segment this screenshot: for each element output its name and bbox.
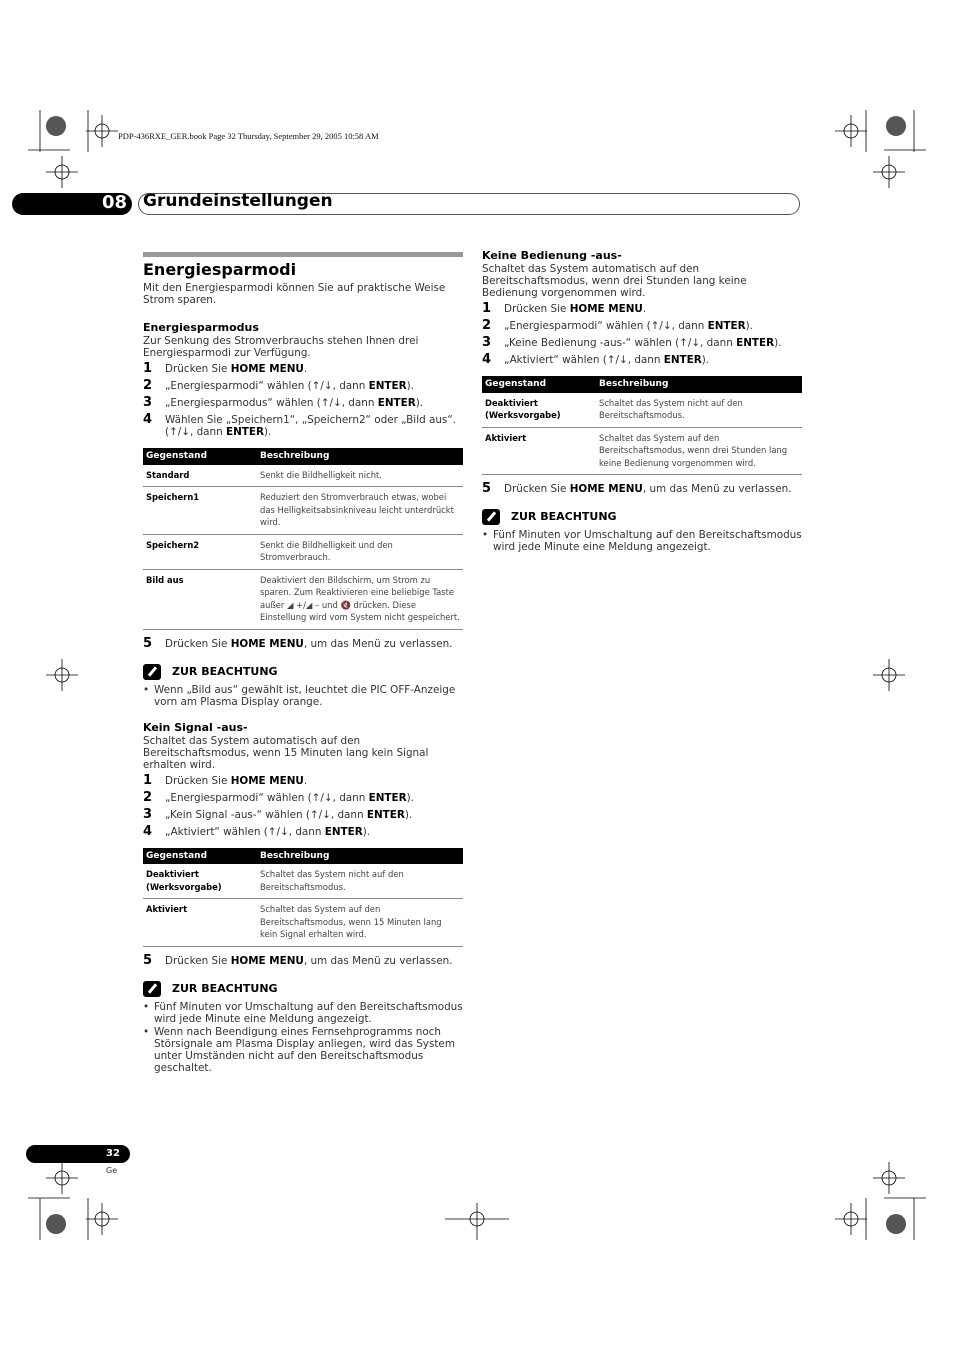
col-header: Gegenstand: [143, 448, 257, 465]
table-row: [143, 864, 463, 899]
chapter-number: 08: [102, 192, 128, 213]
step-number: 5: [143, 952, 153, 968]
desc-cell: Schaltet das System nicht auf den Bereitschaftsmodus.: [257, 864, 463, 899]
desc-cell: Senkt die Bildhelligkeit nicht.: [257, 465, 463, 487]
step-text: „Energiesparmodi“ wählen (↑/↓, dann: [504, 320, 708, 332]
step: 4 Wählen Sie „Speichern1“, „Speichern2“ oder „Bild aus“. (↑/↓, dann ENTER).: [143, 412, 457, 438]
key-label: ENTER: [366, 808, 405, 821]
step: 2 „Energiesparmodi“ wählen (↑/↓, dann ENTER).: [482, 318, 753, 333]
step-text: „Energiesparmodi“ wählen (↑/↓, dann: [165, 791, 369, 804]
step-number: 2: [482, 318, 492, 333]
key-label: ENTER: [707, 320, 746, 332]
table-row: [143, 899, 463, 947]
key-label: HOME MENU: [230, 954, 304, 967]
step-number: 1: [482, 301, 492, 316]
right-column: [482, 236, 802, 554]
step-text: Drücken Sie: [165, 637, 231, 650]
note-pencil-icon: [143, 664, 161, 680]
intro-text: Mit den Energiesparmodi können Sie auf praktische Weise Strom sparen.: [143, 282, 446, 306]
step-number: 2: [143, 378, 153, 393]
section-rule: [143, 252, 463, 257]
step-number: 5: [143, 635, 153, 651]
step-text: „Aktiviert“ wählen (↑/↓, dann: [504, 354, 664, 366]
item-cell: Aktiviert: [143, 899, 257, 947]
step-number: 3: [482, 335, 492, 350]
item-cell: Aktiviert: [482, 427, 596, 475]
key-label: HOME MENU: [230, 774, 304, 787]
col-header: Beschreibung: [596, 376, 802, 393]
table-row: [482, 393, 802, 428]
note-item: • Fünf Minuten vor Umschaltung auf den Bereitschaftsmodus wird jede Minute eine Meldung angezeigt.: [143, 1000, 463, 1025]
step-number: 4: [482, 352, 492, 367]
file-info: PDP-436RXE_GER.book Page 32 Thursday, September 29, 2005 10:58 AM: [118, 131, 379, 141]
note-header: [143, 664, 463, 680]
keine-bedienung-heading: Keine Bedienung -aus-: [482, 249, 622, 262]
step: 4 „Aktiviert“ wählen (↑/↓, dann ENTER).: [482, 352, 710, 367]
step-text: „Aktiviert“ wählen (↑/↓, dann: [165, 825, 325, 838]
keine-bedienung-table: [482, 376, 802, 475]
left-column: [143, 252, 463, 1075]
key-label: ENTER: [368, 380, 407, 392]
step-text: Wählen Sie „Speichern1“, „Speichern2“ oder „Bild aus“. (↑/↓, dann: [165, 414, 457, 438]
step-number: 5: [482, 481, 492, 496]
step-text: „Energiesparmodi“ wählen (↑/↓, dann: [165, 380, 369, 392]
kein-signal-steps: [143, 772, 463, 839]
item-cell: Standard: [143, 465, 257, 487]
col-header: Beschreibung: [257, 448, 463, 465]
note-header: [143, 981, 463, 997]
col-header: Beschreibung: [257, 848, 463, 865]
step-number: 1: [143, 772, 153, 788]
key-label: HOME MENU: [569, 483, 643, 495]
table-row: [143, 569, 463, 629]
key-label: ENTER: [368, 791, 407, 804]
key-label: ENTER: [226, 426, 264, 438]
table-row: [143, 487, 463, 535]
desc-cell: Deaktiviert den Bildschirm, um Strom zu sparen. Zum Reaktivieren eine beliebige Taste außer ◢ +/◢ – und 🔇 drücken. Diese Einstellung wird vom System nicht gespeichert.: [257, 569, 463, 629]
note-title: ZUR BEACHTUNG: [172, 664, 278, 678]
desc-cell: Reduziert den Stromverbrauch etwas, wobei das Helligkeitsabsinkniveau leicht unterdrückt wird.: [257, 487, 463, 535]
step-text: Drücken Sie: [165, 954, 231, 967]
item-cell: Deaktiviert (Werksvorgabe): [143, 864, 257, 899]
step-number: 3: [143, 395, 153, 410]
step: 1 Drücken Sie HOME MENU.: [143, 772, 308, 788]
page-number: 32: [106, 1148, 120, 1159]
key-label: HOME MENU: [569, 303, 643, 315]
step: 5 Drücken Sie HOME MENU, um das Menü zu verlassen.: [482, 481, 792, 496]
step: 3 „Kein Signal -aus-“ wählen (↑/↓, dann ENTER).: [143, 806, 413, 822]
item-cell: Speichern1: [143, 487, 257, 535]
step-text: „Keine Bedienung -aus-“ wählen (↑/↓, dann: [504, 337, 737, 349]
desc-cell: Schaltet das System nicht auf den Bereitschaftsmodus.: [596, 393, 802, 428]
key-label: ENTER: [736, 337, 775, 349]
note-header: [482, 509, 802, 525]
step: 5 Drücken Sie HOME MENU, um das Menü zu verlassen.: [143, 635, 453, 651]
step-text: Drücken Sie: [504, 483, 570, 495]
step-number: 2: [143, 789, 153, 805]
step: 5 Drücken Sie HOME MENU, um das Menü zu verlassen.: [143, 952, 453, 968]
energiesparmodus-text: Zur Senkung des Stromverbrauchs stehen Ihnen drei Energiesparmodi zur Verfügung.: [143, 335, 419, 359]
note-item: • Wenn „Bild aus“ gewählt ist, leuchtet die PIC OFF-Anzeige vorn am Plasma Display orange.: [143, 683, 456, 708]
step-text: Drücken Sie: [165, 363, 231, 375]
page-language: Ge: [106, 1166, 118, 1175]
item-cell: Bild aus: [143, 569, 257, 629]
table-row: [143, 534, 463, 569]
energiesparmodus-table: [143, 448, 463, 630]
step-number: 4: [143, 823, 153, 839]
step: 3 „Keine Bedienung -aus-“ wählen (↑/↓, dann ENTER).: [482, 335, 782, 350]
step: 2 „Energiesparmodi“ wählen (↑/↓, dann ENTER).: [143, 378, 414, 393]
key-label: HOME MENU: [230, 363, 304, 375]
table-row: [143, 465, 463, 487]
desc-cell: Senkt die Bildhelligkeit und den Stromverbrauch.: [257, 534, 463, 569]
note-title: ZUR BEACHTUNG: [511, 510, 617, 523]
kein-signal-heading: Kein Signal -aus-: [143, 720, 248, 734]
kein-signal-text: Schaltet das System automatisch auf den Bereitschaftsmodus, wenn 15 Minuten lang kein Signal erhalten wird.: [143, 734, 429, 771]
table-row: [482, 427, 802, 475]
note-item: • Fünf Minuten vor Umschaltung auf den Bereitschaftsmodus wird jede Minute eine Meldung angezeigt.: [482, 529, 802, 553]
section-title: Energiesparmodi: [143, 260, 297, 279]
col-header: Gegenstand: [482, 376, 596, 393]
col-header: Gegenstand: [143, 848, 257, 865]
chapter-title: Grundeinstellungen: [143, 191, 333, 211]
step: 2 „Energiesparmodi“ wählen (↑/↓, dann ENTER).: [143, 789, 414, 805]
step-text: „Energiesparmodus“ wählen (↑/↓, dann: [165, 397, 378, 409]
key-label: ENTER: [324, 825, 363, 838]
step: 1 Drücken Sie HOME MENU.: [482, 301, 647, 316]
step-text: Drücken Sie: [504, 303, 570, 315]
note-title: ZUR BEACHTUNG: [172, 981, 278, 995]
step-text: „Kein Signal -aus-“ wählen (↑/↓, dann: [165, 808, 367, 821]
step-number: 1: [143, 361, 153, 376]
step: 3 „Energiesparmodus“ wählen (↑/↓, dann ENTER).: [143, 395, 424, 410]
note-pencil-icon: [143, 981, 161, 997]
keine-bedienung-steps: [482, 303, 802, 366]
item-cell: Speichern2: [143, 534, 257, 569]
kein-signal-table: [143, 848, 463, 947]
key-label: ENTER: [377, 397, 416, 409]
key-label: HOME MENU: [230, 637, 304, 650]
note-item: • Wenn nach Beendigung eines Fernsehprogramms noch Störsignale am Plasma Display anliegen, wird das System unter Umständen nicht auf den Bereitschaftsmodus geschaltet.: [143, 1025, 455, 1074]
step: 1 Drücken Sie HOME MENU.: [143, 361, 308, 376]
energiesparmodus-steps: [143, 363, 463, 438]
step: 4 „Aktiviert“ wählen (↑/↓, dann ENTER).: [143, 823, 371, 839]
desc-cell: Schaltet das System auf den Bereitschaftsmodus, wenn 15 Minuten lang kein Signal erhalten wird.: [257, 899, 463, 947]
energiesparmodus-heading: Energiesparmodus: [143, 321, 259, 334]
step-text: Drücken Sie: [165, 774, 231, 787]
step-number: 4: [143, 412, 153, 427]
note-pencil-icon: [482, 509, 500, 525]
key-label: ENTER: [663, 354, 702, 366]
step-number: 3: [143, 806, 153, 822]
keine-bedienung-text: Schaltet das System automatisch auf den Bereitschaftsmodus, wenn drei Stunden lang keine Bedienung vorgenommen wird.: [482, 263, 747, 299]
desc-cell: Schaltet das System auf den Bereitschaftsmodus, wenn drei Stunden lang keine Bedienung vorgenommen wird.: [596, 427, 802, 475]
item-cell: Deaktiviert (Werksvorgabe): [482, 393, 596, 428]
